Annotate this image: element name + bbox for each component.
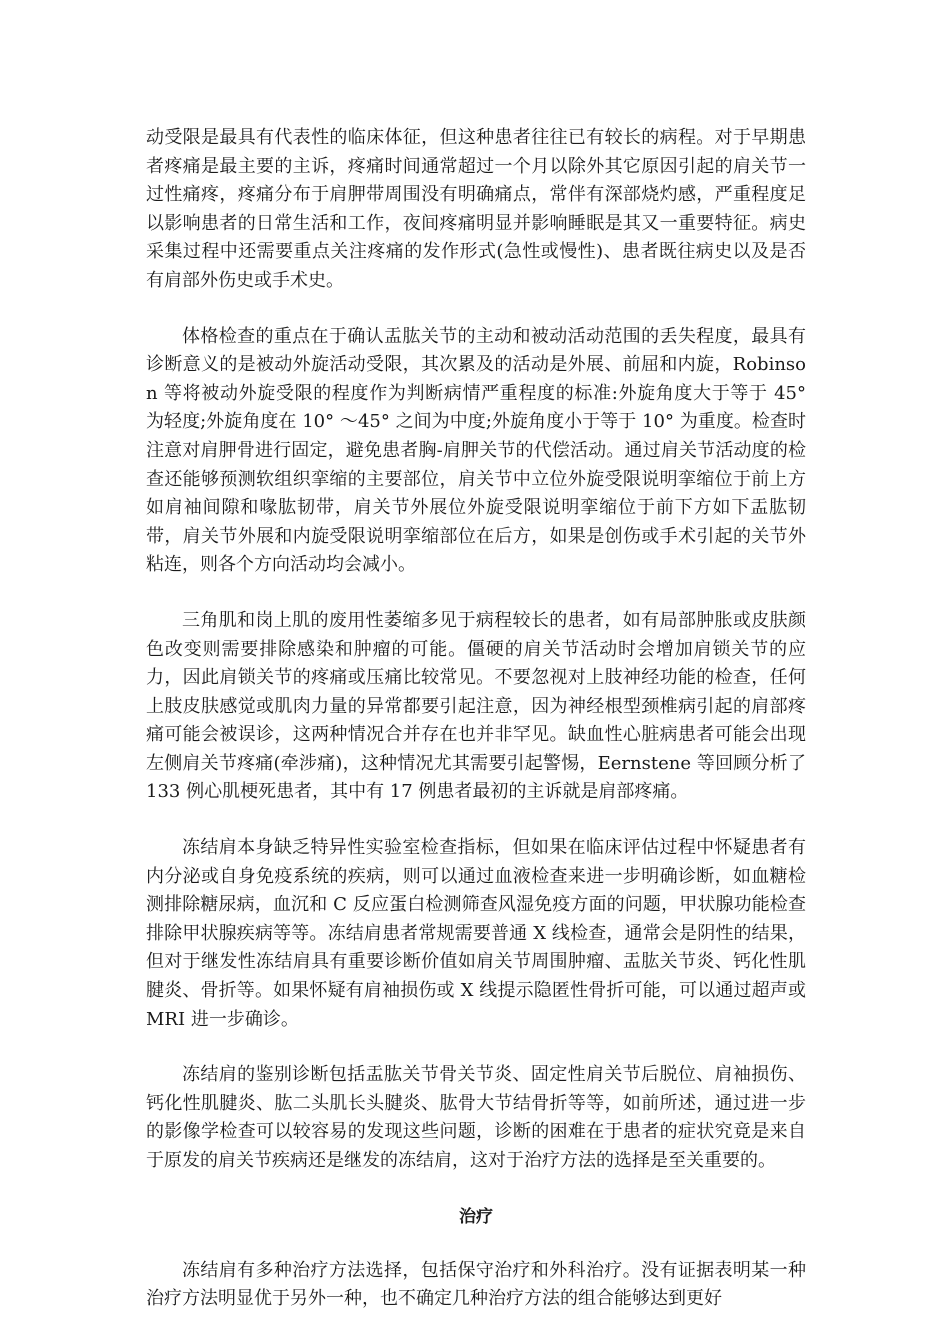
paragraph-treatment-intro: 冻结肩有多种治疗方法选择，包括保守治疗和外科治疗。没有证据表明某一种治疗方法明显优于另外一种，也不确定几种治疗方法的组合能够达到更好	[146, 1259, 806, 1310]
document-body	[146, 124, 806, 1341]
paragraph-physical-exam: 体格检查的重点在于确认盂肱关节的主动和被动活动范围的丢失程度，最具有诊断意义的是被动外旋活动受限，其次累及的活动是外展、前屈和内旋，Robinson 等将被动外旋受限的程度作为判断病情严重程度的标准:外旋角度大于等于 45° 为轻度;外旋角度在 10° ～45° 之间为中度;外旋角度小于等于 10° 为重度。检查时注意对肩胛骨进行固定，避免患者胸-肩胛关节的代偿活动。通过肩关节活动度的检查还能够预测软组织挛缩的主要部位，肩关节中立位外旋受限说明挛缩位于前上方如肩袖间隙和喙肱韧带，肩关节外展位外旋受限说明挛缩位于前下方如下盂肱韧带，肩关节外展和内旋受限说明挛缩部位在后方，如果是创伤或手术引起的关节外粘连，则各个方向活动均会减小。	[146, 325, 806, 576]
paragraph-differential-diagnosis: 冻结肩的鉴别诊断包括盂肱关节骨关节炎、固定性肩关节后脱位、肩袖损伤、钙化性肌腱炎、肱二头肌长头腱炎、肱骨大节结骨折等等，如前所述，通过进一步的影像学检查可以较容易的发现这些问题，诊断的困难在于患者的症状究竟是来自于原发的肩关节疾病还是继发的冻结肩，这对于治疗方法的选择是至关重要的。	[146, 1064, 806, 1171]
paragraph-muscle-atrophy: 三角肌和岗上肌的废用性萎缩多见于病程较长的患者，如有局部肿胀或皮肤颜色改变则需要排除感染和肿瘤的可能。僵硬的肩关节活动时会增加肩锁关节的应力，因此肩锁关节的疼痛或压痛比较常见。不要忽视对上肢神经功能的检查，任何上肢皮肤感觉或肌肉力量的异常都要引起注意，因为神经根型颈椎病引起的肩部疼痛可能会被误诊，这两种情况合并存在也并非罕见。缺血性心脏病患者可能会出现左侧肩关节疼痛(牵涉痛)，这种情况尤其需要引起警惕，Eernstene 等回顾分析了 133 例心肌梗死患者，其中有 17 例患者最初的主诉就是肩部疼痛。	[146, 609, 806, 803]
section-heading-treatment: 治疗	[459, 1206, 493, 1227]
paragraph-history: 动受限是最具有代表性的临床体征，但这种患者往往已有较长的病程。对于早期患者疼痛是最主要的主诉，疼痛时间通常超过一个月以除外其它原因引起的肩关节一过性痛疼，疼痛分布于肩胛带周围没有明确痛点，常伴有深部烧灼感，严重程度足以影响患者的日常生活和工作，夜间疼痛明显并影响睡眠是其又一重要特征。病史采集过程中还需要重点关注疼痛的发作形式(急性或慢性)、患者既往病史以及是否有肩部外伤史或手术史。	[146, 127, 806, 291]
paragraph-lab-tests: 冻结肩本身缺乏特异性实验室检查指标，但如果在临床评估过程中怀疑患者有内分泌或自身免疫系统的疾病，则可以通过血液检查来进一步明确诊断，如血糖检测排除糖尿病，血沉和 C 反应蛋白检测筛查风湿免疫方面的问题，甲状腺功能检查排除甲状腺疾病等等。冻结肩患者常规需要普通 X 线检查，通常会是阴性的结果，但对于继发性冻结肩具有重要诊断价值如肩关节周围肿瘤、盂肱关节炎、钙化性肌腱炎、骨折等。如果怀疑有肩袖损伤或 X 线提示隐匿性骨折可能，可以通过超声或 MRI 进一步确诊。	[146, 837, 806, 1030]
